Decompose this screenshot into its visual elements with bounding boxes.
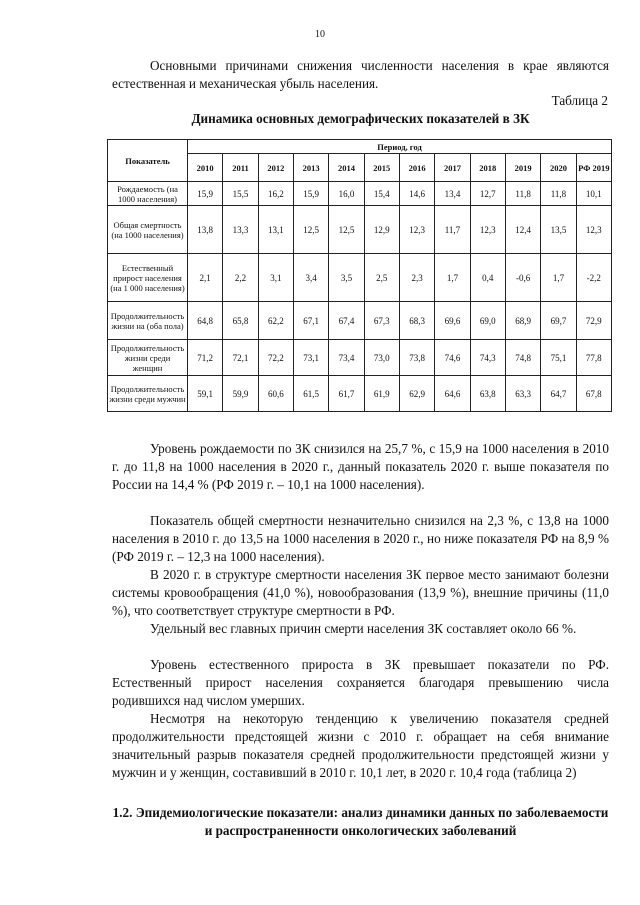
table-cell: 15,9 [188,182,223,206]
table-row [108,302,612,340]
table-cell: 73,4 [329,340,364,376]
table-cell: 75,1 [541,340,576,376]
year-header: 2011 [223,154,258,182]
table-cell: 11,7 [435,206,470,254]
table-cell: 74,6 [435,340,470,376]
table-cell: 13,5 [541,206,576,254]
year-header: РФ 2019 [576,154,611,182]
table-cell: 67,3 [364,302,399,340]
demographics-table [107,139,612,412]
table-cell: 2,3 [399,254,434,302]
table-cell: 13,8 [188,206,223,254]
table-cell: 64,6 [435,376,470,412]
year-header: 2020 [541,154,576,182]
table-cell: 10,1 [576,182,611,206]
row-label: Продолжительность жизни среди женщин [108,340,188,376]
table-cell: 2,2 [223,254,258,302]
paragraph-mortality-structure: В 2020 г. в структуре смертности населения ЗК первое место занимают болезни системы кровообращения (41,0 %), новообразования (13,9 %), внешние причины (11,0 %), что соответствует структуре смертности в РФ. [112,567,609,618]
table-label: Таблица 2 [551,93,608,108]
table-cell: 15,4 [364,182,399,206]
table-row [108,376,612,412]
table-cell: 69,0 [470,302,505,340]
table-cell: 12,5 [293,206,328,254]
table-cell: 74,8 [505,340,540,376]
year-header: 2015 [364,154,399,182]
table-cell: 2,1 [188,254,223,302]
year-header: 2014 [329,154,364,182]
table-cell: 59,1 [188,376,223,412]
table-cell: 72,1 [223,340,258,376]
table-cell: 12,3 [399,206,434,254]
table-cell: 64,8 [188,302,223,340]
table-cell: 1,7 [435,254,470,302]
year-header: 2018 [470,154,505,182]
page-number: 10 [315,29,325,40]
paragraph-natural-increase: Уровень естественного прироста в ЗК превышает показатели по РФ. Естественный прирост населения сохраняется благодаря превышению числа родившихся над числом умерших. [112,657,609,708]
year-header: 2017 [435,154,470,182]
table-row [108,340,612,376]
table-cell: 13,3 [223,206,258,254]
table-cell: 67,1 [293,302,328,340]
table-cell: 13,1 [258,206,293,254]
table-cell: 14,6 [399,182,434,206]
table-cell: 71,2 [188,340,223,376]
table-cell: -0,6 [505,254,540,302]
section-heading: 1.2. Эпидемиологические показатели: анализ динамики данных по заболеваемости и распространенности онкологических заболеваний [112,805,609,838]
table-cell: 69,6 [435,302,470,340]
row-label: Рождаемость (на 1000 населения) [108,182,188,206]
table-cell: 61,9 [364,376,399,412]
row-label: Продолжительность жизни среди мужчин [108,376,188,412]
table-cell: 16,0 [329,182,364,206]
table-cell: 73,0 [364,340,399,376]
table-cell: 1,7 [541,254,576,302]
table-cell: 3,4 [293,254,328,302]
table-cell: 12,5 [329,206,364,254]
table-cell: 67,8 [576,376,611,412]
year-header: 2013 [293,154,328,182]
paragraph-mortality: Показатель общей смертности незначительно снизился на 2,3 %, с 13,8 на 1000 населения в 2010 г. до 13,5 на 1000 населения в 2020 г., но ниже показателя РФ на 8,9 % (РФ 2019 г. – 12,3 на 1000 населения). [112,513,609,564]
year-header: 2012 [258,154,293,182]
table-cell: 12,7 [470,182,505,206]
table-cell: 68,3 [399,302,434,340]
table-row [108,182,612,206]
table-cell: 72,2 [258,340,293,376]
table-cell: 60,6 [258,376,293,412]
row-label: Продолжительность жизни на (оба пола) [108,302,188,340]
table-row [108,206,612,254]
paragraph-life-expectancy: Несмотря на некоторую тенденцию к увеличению показателя средней продолжительности предстоящей жизни с 2010 г. обращает на себя внимание значительный разрыв показателя средней продолжительности предстоящей жизни у мужчин и у женщин, составивший в 2010 г. 10,1 лет, в 2020 г. 10,4 года (таблица 2) [112,711,609,780]
table-cell: 12,3 [576,206,611,254]
table-row [108,254,612,302]
year-header: 2010 [188,154,223,182]
table-cell: 61,7 [329,376,364,412]
table-cell: 2,5 [364,254,399,302]
paragraph-main-causes: Удельный вес главных причин смерти населения ЗК составляет около 66 %. [150,621,577,636]
table-cell: 65,8 [223,302,258,340]
table-cell: 12,9 [364,206,399,254]
table-cell: 64,7 [541,376,576,412]
table-cell: 62,9 [399,376,434,412]
table-cell: 11,8 [505,182,540,206]
table-cell: 67,4 [329,302,364,340]
table-title: Динамика основных демографических показателей в ЗК [191,111,530,126]
table-cell: 15,9 [293,182,328,206]
paragraph-birth-rate: Уровень рождаемости по ЗК снизился на 25,7 %, с 15,9 на 1000 населения в 2010 г. до 11,8 на 1000 населения в 2020 г., данный показатель 2020 г. выше показателя по России на 14,4 % (РФ 2019 г. – 10,1 на 1000 населения). [112,441,609,492]
table-cell: 0,4 [470,254,505,302]
table-cell: 63,8 [470,376,505,412]
table-cell: 74,3 [470,340,505,376]
table-cell: 63,3 [505,376,540,412]
table-cell: 12,3 [470,206,505,254]
table-cell: 3,5 [329,254,364,302]
table-cell: 3,1 [258,254,293,302]
table-cell: -2,2 [576,254,611,302]
table-cell: 13,4 [435,182,470,206]
table-cell: 61,5 [293,376,328,412]
table-cell: 12,4 [505,206,540,254]
row-label: Общая смертность (на 1000 населения) [108,206,188,254]
table-cell: 73,1 [293,340,328,376]
table-cell: 16,2 [258,182,293,206]
table-cell: 72,9 [576,302,611,340]
table-cell: 77,8 [576,340,611,376]
year-header: 2019 [505,154,540,182]
intro-paragraph: Основными причинами снижения численности населения в крае являются естественная и механическая убыль населения. [112,58,609,91]
table-cell: 59,9 [223,376,258,412]
row-label: Естественный прирост населения (на 1 000 населения) [108,254,188,302]
table-cell: 11,8 [541,182,576,206]
year-header: 2016 [399,154,434,182]
table-cell: 69,7 [541,302,576,340]
header-period: Период, год [188,140,612,154]
table-cell: 62,2 [258,302,293,340]
header-indicator: Показатель [108,140,188,182]
table-cell: 68,9 [505,302,540,340]
table-cell: 15,5 [223,182,258,206]
table-cell: 73,8 [399,340,434,376]
